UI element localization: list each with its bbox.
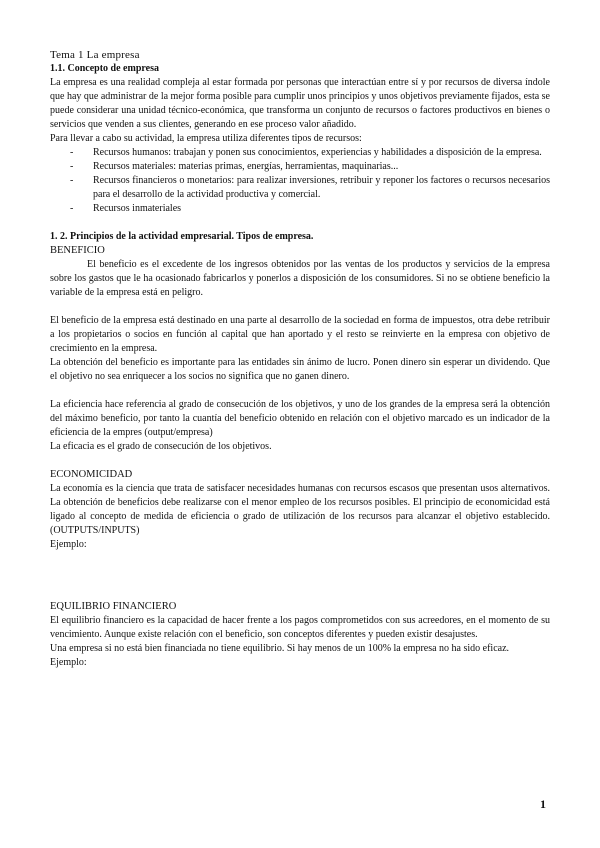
example-label: Ejemplo:: [50, 657, 87, 668]
list-item: - Recursos inmateriales: [70, 202, 550, 216]
paragraph: La obtención del beneficio es importante para las entidades sin ánimo de lucro. Ponen dinero sin esperar un dividendo. Que el objetivo no sea enriquecer a los socios no significa que no ganen dinero.: [50, 357, 550, 382]
paragraph: La eficacia es el grado de consecución de los objetivos.: [50, 441, 272, 452]
list-item: - Recursos humanos: trabajan y ponen sus conocimientos, experiencias y habilidades a disposición de la empresa.: [70, 146, 550, 160]
document-page: [50, 48, 550, 670]
paragraph: La empresa es una realidad compleja al estar formada por personas que interactúan entre sí y por recursos de diversa índole que hay que administrar de la mejor forma posible para cumplir unos principios y unos objetivos previamente fijados, esta se puede considerar una unidad técnico-económica, que transforma un conjunto de recursos o factores productivos en bienes o servicios que venden a sus clientes, generando en ese proceso valor añadido.: [50, 77, 550, 130]
example-label: Ejemplo:: [50, 539, 87, 550]
paragraph: Una empresa si no está bien financiada no tiene equilibrio. Si hay menos de un 100% la empresa no ha sido eficaz.: [50, 643, 510, 654]
subheading-equilibrio-financiero: EQUILIBRIO FINANCIERO: [50, 601, 177, 612]
paragraph: El beneficio es el excedente de los ingresos obtenidos por las ventas de los productos y servicios de la empresa sobre los gastos que le ha ocasionado fabricarlos y ponerlos a disposición de los consumidores. Si no se obtiene beneficio la variable de la empresa está en peligro.: [50, 259, 550, 298]
subheading-economicidad: ECONOMICIDAD: [50, 469, 133, 480]
paragraph: El equilibrio financiero es la capacidad de hacer frente a los pagos comprometidos con sus acreedores, en el momento de su vencimiento. Aunque existe relación con el beneficio, son conceptos diferentes y pueden existir desajustes.: [50, 615, 550, 640]
paragraph: El beneficio de la empresa está destinado en una parte al desarrollo de la sociedad en forma de impuestos, otra debe retribuir a los propietarios o socios en función al capital que han aportado y el resto se reinvierte en la empresa con objetivo de crecimiento en la empresa.: [50, 315, 550, 354]
paragraph: La eficiencia hace referencia al grado de consecución de los objetivos, y uno de los grandes de la empresa será la obtención del máximo beneficio, por tanto la cuantía del beneficio obtenido en relación con el objetivo marcado es un indicador de la eficiencia de la empres (output/empresa): [50, 399, 550, 438]
subheading-beneficio: BENEFICIO: [50, 245, 105, 256]
section-heading-principios: 1. 2. Principios de la actividad empresarial. Tipos de empresa.: [50, 231, 314, 242]
page-number: 1: [540, 797, 546, 811]
document-title: Tema 1 La empresa: [50, 49, 140, 61]
paragraph: Para llevar a cabo su actividad, la empresa utiliza diferentes tipos de recursos:: [50, 133, 362, 144]
resource-list: [50, 146, 550, 216]
list-item: - Recursos financieros o monetarios: para realizar inversiones, retribuir y reponer los factores o recursos necesarios para el desarrollo de la actividad productiva y comercial.: [70, 174, 550, 202]
paragraph: La economía es la ciencia que trata de satisfacer necesidades humanas con recursos escasos que presentan usos alternativos. La obtención de beneficios debe realizarse con el menor empleo de los recursos posibles. El principio de economicidad está ligado al concepto de medida de eficiencia o grado de utilización de los recursos para alcanzar el objetivo establecido. (OUTPUTS/INPUTS): [50, 483, 550, 536]
section-heading-concepto: 1.1. Concepto de empresa: [50, 63, 159, 74]
list-item: - Recursos materiales: materias primas, energías, herramientas, maquinarias...: [70, 160, 550, 174]
